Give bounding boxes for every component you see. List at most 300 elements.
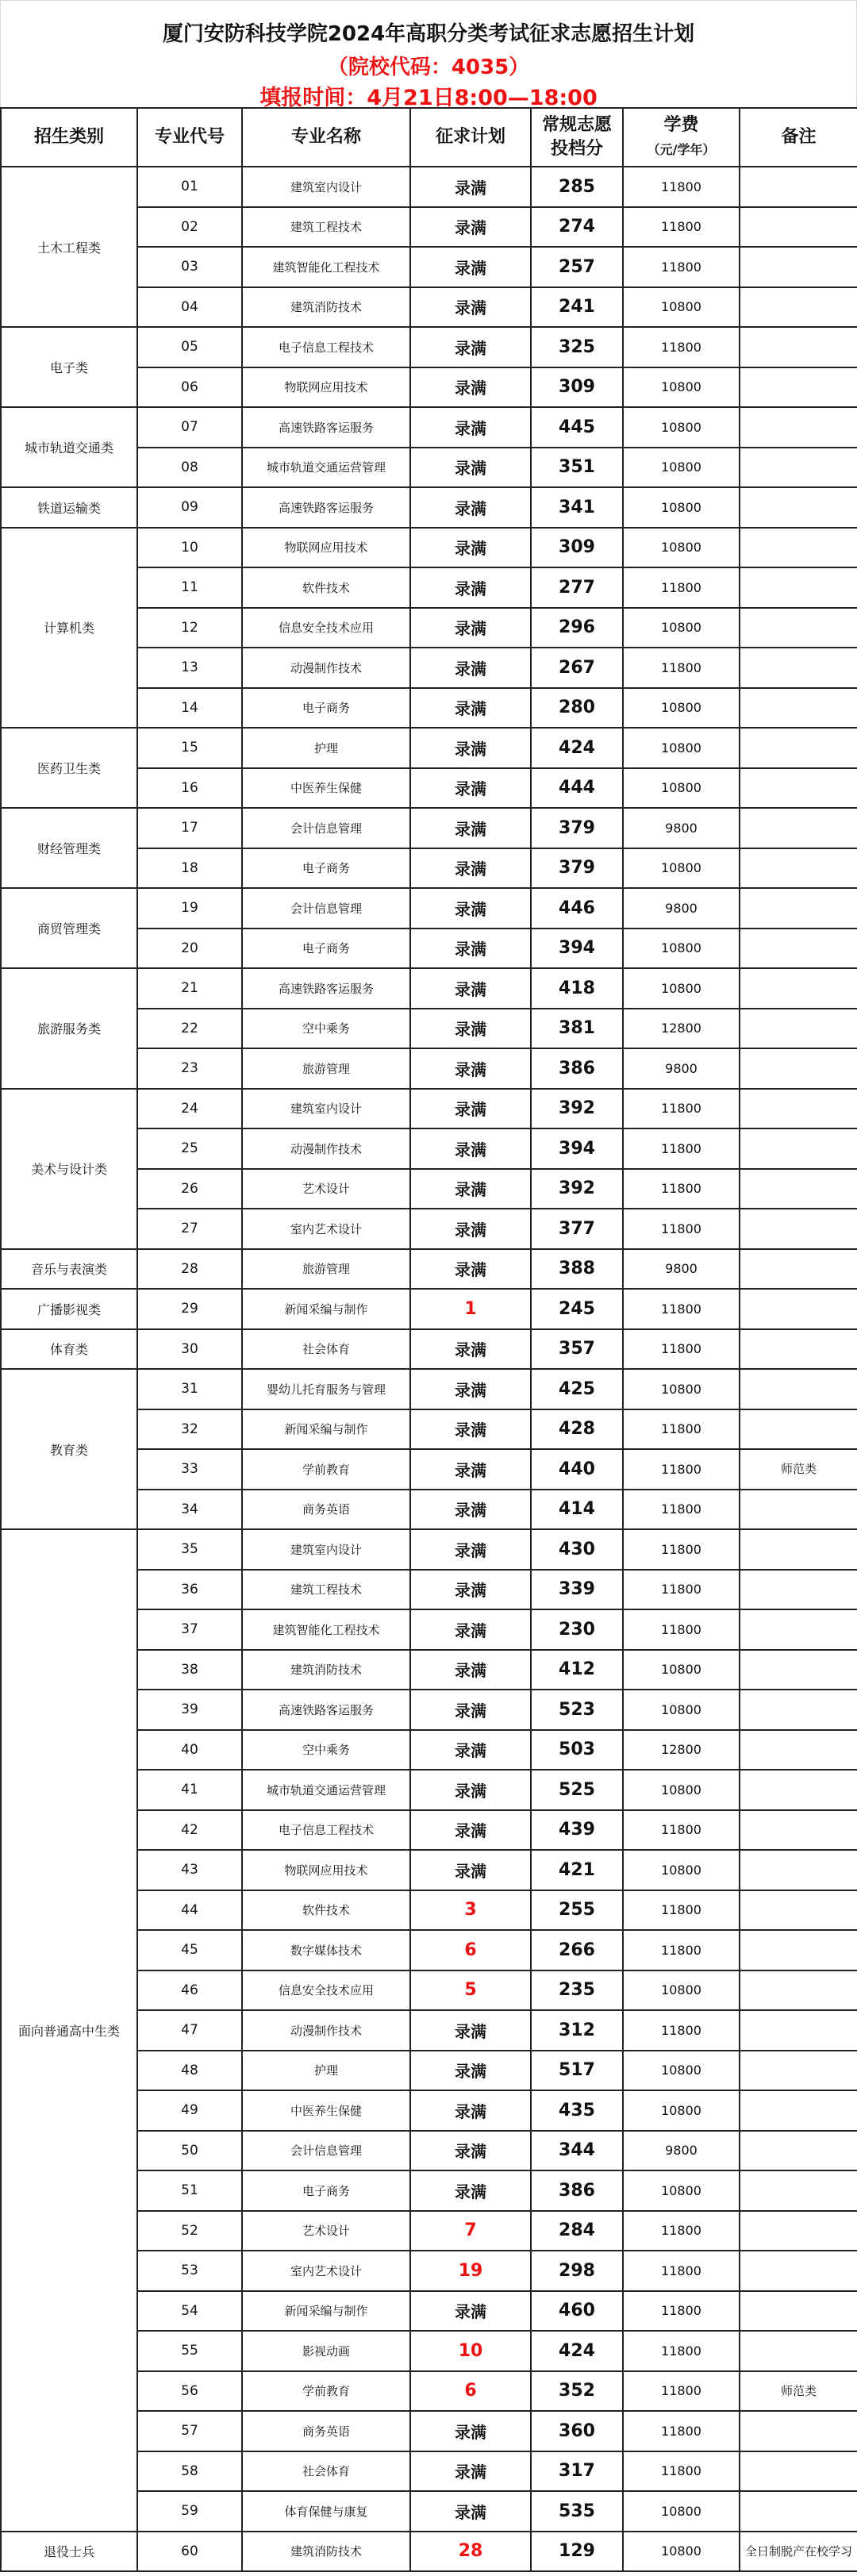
admission-score: 421 bbox=[531, 1850, 623, 1890]
remark bbox=[740, 1529, 857, 1570]
tuition-fee: 11800 bbox=[623, 2451, 740, 2492]
solicit-plan: 7 bbox=[410, 2211, 531, 2251]
remark bbox=[740, 608, 857, 648]
solicit-plan: 录满 bbox=[410, 1690, 531, 1730]
tuition-fee: 9800 bbox=[623, 808, 740, 848]
admission-score: 379 bbox=[531, 808, 623, 848]
admission-score: 439 bbox=[531, 1810, 623, 1851]
remark bbox=[740, 2051, 857, 2091]
solicit-plan: 录满 bbox=[410, 2411, 531, 2451]
major-code: 12 bbox=[137, 608, 242, 648]
admission-score: 379 bbox=[531, 848, 623, 889]
remark bbox=[740, 1730, 857, 1771]
admission-score: 280 bbox=[531, 688, 623, 729]
major-name: 软件技术 bbox=[242, 1890, 410, 1931]
remark bbox=[740, 1770, 857, 1810]
solicit-plan: 录满 bbox=[410, 1369, 531, 1409]
major-name: 商务英语 bbox=[242, 1490, 410, 1530]
admission-score: 230 bbox=[531, 1609, 623, 1650]
major-code: 54 bbox=[137, 2291, 242, 2332]
major-code: 46 bbox=[137, 1970, 242, 2011]
table-row bbox=[1, 2532, 857, 2572]
remark bbox=[740, 1128, 857, 1169]
major-code: 33 bbox=[137, 1449, 242, 1490]
tuition-fee: 10800 bbox=[623, 528, 740, 568]
tuition-fee: 10800 bbox=[623, 367, 740, 408]
major-name: 物联网应用技术 bbox=[242, 528, 410, 568]
fill-time: 填报时间：4月21日8:00—18:00 bbox=[259, 86, 598, 110]
remark bbox=[740, 528, 857, 568]
tuition-fee: 11800 bbox=[623, 1930, 740, 1970]
admission-score: 357 bbox=[531, 1329, 623, 1370]
remark bbox=[740, 1850, 857, 1890]
major-code: 51 bbox=[137, 2170, 242, 2211]
admission-score: 381 bbox=[531, 1009, 623, 1049]
table-row bbox=[1, 1289, 857, 1329]
major-code: 14 bbox=[137, 688, 242, 729]
major-name: 体育保健与康复 bbox=[242, 2491, 410, 2532]
tuition-fee: 11800 bbox=[623, 1890, 740, 1931]
tuition-fee: 10800 bbox=[623, 968, 740, 1009]
admission-score: 277 bbox=[531, 567, 623, 608]
major-name: 高速铁路客运服务 bbox=[242, 1690, 410, 1730]
solicit-plan: 录满 bbox=[410, 1490, 531, 1530]
admission-score: 235 bbox=[531, 1970, 623, 2011]
major-code: 38 bbox=[137, 1650, 242, 1690]
major-name: 会计信息管理 bbox=[242, 888, 410, 929]
solicit-plan: 录满 bbox=[410, 2051, 531, 2091]
major-name: 动漫制作技术 bbox=[242, 648, 410, 688]
tuition-fee: 11800 bbox=[623, 2010, 740, 2051]
admission-score: 446 bbox=[531, 888, 623, 929]
major-name: 新闻采编与制作 bbox=[242, 1409, 410, 1450]
col-header-plan: 征求计划 bbox=[410, 108, 531, 167]
tuition-fee: 12800 bbox=[623, 1730, 740, 1771]
admission-score: 435 bbox=[531, 2090, 623, 2131]
major-name: 影视动画 bbox=[242, 2331, 410, 2371]
category-cell: 商贸管理类 bbox=[1, 888, 137, 968]
major-name: 动漫制作技术 bbox=[242, 2010, 410, 2051]
admission-score: 445 bbox=[531, 407, 623, 448]
major-code: 23 bbox=[137, 1048, 242, 1089]
major-code: 21 bbox=[137, 968, 242, 1009]
solicit-plan: 录满 bbox=[410, 1449, 531, 1490]
major-name: 旅游管理 bbox=[242, 1048, 410, 1089]
tuition-fee: 10800 bbox=[623, 2491, 740, 2532]
admission-score: 525 bbox=[531, 1770, 623, 1810]
remark bbox=[740, 1009, 857, 1049]
remark bbox=[740, 487, 857, 528]
remark bbox=[740, 1570, 857, 1610]
admission-score: 444 bbox=[531, 768, 623, 809]
tuition-fee: 11800 bbox=[623, 1128, 740, 1169]
solicit-plan: 录满 bbox=[410, 1810, 531, 1851]
major-code: 24 bbox=[137, 1089, 242, 1129]
major-name: 建筑工程技术 bbox=[242, 1570, 410, 1610]
admission-score: 351 bbox=[531, 448, 623, 488]
tuition-fee: 10800 bbox=[623, 1650, 740, 1690]
admission-score: 414 bbox=[531, 1490, 623, 1530]
col-header-fee bbox=[623, 108, 740, 167]
solicit-plan: 录满 bbox=[410, 287, 531, 328]
solicit-plan: 录满 bbox=[410, 1770, 531, 1810]
major-name: 会计信息管理 bbox=[242, 808, 410, 848]
col-header-score-line1: 常规志愿 bbox=[541, 115, 612, 135]
major-name: 护理 bbox=[242, 2051, 410, 2091]
major-name: 信息安全技术应用 bbox=[242, 1970, 410, 2011]
admission-score: 392 bbox=[531, 1169, 623, 1209]
remark bbox=[740, 2251, 857, 2291]
tuition-fee: 10800 bbox=[623, 728, 740, 768]
remark bbox=[740, 2211, 857, 2251]
admission-score: 241 bbox=[531, 287, 623, 328]
major-name: 物联网应用技术 bbox=[242, 1850, 410, 1890]
tuition-fee: 10800 bbox=[623, 2532, 740, 2572]
tuition-fee: 10800 bbox=[623, 768, 740, 809]
major-name: 新闻采编与制作 bbox=[242, 2291, 410, 2332]
tuition-fee: 11800 bbox=[623, 2291, 740, 2332]
major-code: 32 bbox=[137, 1409, 242, 1450]
solicit-plan: 录满 bbox=[410, 1409, 531, 1450]
category-cell: 计算机类 bbox=[1, 528, 137, 729]
admission-score: 392 bbox=[531, 1089, 623, 1129]
table-row bbox=[1, 327, 857, 367]
remark bbox=[740, 1490, 857, 1530]
col-header-score-line2: 投档分 bbox=[550, 139, 603, 159]
major-name: 电子信息工程技术 bbox=[242, 327, 410, 367]
major-code: 35 bbox=[137, 1529, 242, 1570]
remark bbox=[740, 1089, 857, 1129]
tuition-fee: 10800 bbox=[623, 1850, 740, 1890]
admission-score: 298 bbox=[531, 2251, 623, 2291]
category-cell: 美术与设计类 bbox=[1, 1089, 137, 1249]
remark bbox=[740, 448, 857, 488]
remark bbox=[740, 808, 857, 848]
major-code: 31 bbox=[137, 1369, 242, 1409]
remark bbox=[740, 1289, 857, 1329]
tuition-fee: 10800 bbox=[623, 608, 740, 648]
remark bbox=[740, 1369, 857, 1409]
major-name: 信息安全技术应用 bbox=[242, 608, 410, 648]
category-cell: 城市轨道交通类 bbox=[1, 407, 137, 487]
admission-score: 245 bbox=[531, 1289, 623, 1329]
solicit-plan: 录满 bbox=[410, 2291, 531, 2332]
enrollment-plan-table bbox=[0, 107, 857, 2572]
remark bbox=[740, 167, 857, 207]
category-cell: 面向普通高中生类 bbox=[1, 1529, 137, 2532]
solicit-plan: 录满 bbox=[410, 808, 531, 848]
remark bbox=[740, 367, 857, 408]
solicit-plan: 录满 bbox=[410, 567, 531, 608]
major-name: 数字媒体技术 bbox=[242, 1930, 410, 1970]
category-cell: 旅游服务类 bbox=[1, 968, 137, 1089]
col-header-note: 备注 bbox=[740, 108, 857, 167]
major-name: 婴幼儿托育服务与管理 bbox=[242, 1369, 410, 1409]
major-name: 动漫制作技术 bbox=[242, 1128, 410, 1169]
tuition-fee: 11800 bbox=[623, 2411, 740, 2451]
solicit-plan: 录满 bbox=[410, 1529, 531, 1570]
major-code: 48 bbox=[137, 2051, 242, 2091]
solicit-plan: 录满 bbox=[410, 1128, 531, 1169]
major-code: 52 bbox=[137, 2211, 242, 2251]
remark bbox=[740, 1209, 857, 1249]
major-name: 城市轨道交通运营管理 bbox=[242, 448, 410, 488]
tuition-fee: 10800 bbox=[623, 929, 740, 969]
tuition-fee: 10800 bbox=[623, 2051, 740, 2091]
admission-score: 284 bbox=[531, 2211, 623, 2251]
tuition-fee: 10800 bbox=[623, 1970, 740, 2011]
major-name: 城市轨道交通运营管理 bbox=[242, 1770, 410, 1810]
category-cell: 铁道运输类 bbox=[1, 487, 137, 528]
solicit-plan: 录满 bbox=[410, 1048, 531, 1089]
major-code: 55 bbox=[137, 2331, 242, 2371]
solicit-plan: 录满 bbox=[410, 1650, 531, 1690]
remark bbox=[740, 1690, 857, 1730]
admission-score: 296 bbox=[531, 608, 623, 648]
major-code: 56 bbox=[137, 2371, 242, 2412]
admission-score: 394 bbox=[531, 929, 623, 969]
admission-score: 274 bbox=[531, 207, 623, 248]
major-name: 建筑室内设计 bbox=[242, 167, 410, 207]
tuition-fee: 11800 bbox=[623, 1289, 740, 1329]
solicit-plan: 录满 bbox=[410, 1730, 531, 1771]
solicit-plan: 录满 bbox=[410, 528, 531, 568]
solicit-plan: 录满 bbox=[410, 2170, 531, 2211]
tuition-fee: 11800 bbox=[623, 327, 740, 367]
admission-score: 344 bbox=[531, 2131, 623, 2171]
tuition-fee: 11800 bbox=[623, 2371, 740, 2412]
major-code: 05 bbox=[137, 327, 242, 367]
remark bbox=[740, 2451, 857, 2492]
solicit-plan: 录满 bbox=[410, 167, 531, 207]
admission-score: 257 bbox=[531, 247, 623, 287]
major-code: 53 bbox=[137, 2251, 242, 2291]
admission-score: 309 bbox=[531, 528, 623, 568]
major-name: 社会体育 bbox=[242, 2451, 410, 2492]
solicit-plan: 录满 bbox=[410, 1089, 531, 1129]
remark bbox=[740, 1048, 857, 1089]
table-row bbox=[1, 1089, 857, 1129]
major-name: 新闻采编与制作 bbox=[242, 1289, 410, 1329]
tuition-fee: 11800 bbox=[623, 167, 740, 207]
solicit-plan: 录满 bbox=[410, 648, 531, 688]
admission-score: 523 bbox=[531, 1690, 623, 1730]
remark bbox=[740, 1329, 857, 1370]
solicit-plan: 1 bbox=[410, 1289, 531, 1329]
major-code: 44 bbox=[137, 1890, 242, 1931]
admission-score: 430 bbox=[531, 1529, 623, 1570]
major-code: 49 bbox=[137, 2090, 242, 2131]
major-name: 物联网应用技术 bbox=[242, 367, 410, 408]
table-row bbox=[1, 728, 857, 768]
major-code: 09 bbox=[137, 487, 242, 528]
major-name: 室内艺术设计 bbox=[242, 2251, 410, 2291]
major-name: 建筑智能化工程技术 bbox=[242, 247, 410, 287]
table-row bbox=[1, 888, 857, 929]
tuition-fee: 10800 bbox=[623, 287, 740, 328]
tuition-fee: 11800 bbox=[623, 2251, 740, 2291]
remark bbox=[740, 2411, 857, 2451]
remark bbox=[740, 327, 857, 367]
tuition-fee: 11800 bbox=[623, 1609, 740, 1650]
major-code: 45 bbox=[137, 1930, 242, 1970]
major-name: 中医养生保健 bbox=[242, 2090, 410, 2131]
major-name: 商务英语 bbox=[242, 2411, 410, 2451]
major-name: 高速铁路客运服务 bbox=[242, 407, 410, 448]
tuition-fee: 10800 bbox=[623, 407, 740, 448]
tuition-fee: 11800 bbox=[623, 567, 740, 608]
major-code: 07 bbox=[137, 407, 242, 448]
solicit-plan: 录满 bbox=[410, 1570, 531, 1610]
major-code: 57 bbox=[137, 2411, 242, 2451]
admission-score: 503 bbox=[531, 1730, 623, 1771]
table-row bbox=[1, 167, 857, 207]
remark bbox=[740, 848, 857, 889]
major-name: 建筑室内设计 bbox=[242, 1529, 410, 1570]
tuition-fee: 11800 bbox=[623, 1409, 740, 1450]
major-name: 社会体育 bbox=[242, 1329, 410, 1370]
solicit-plan: 录满 bbox=[410, 1209, 531, 1249]
solicit-plan: 录满 bbox=[410, 888, 531, 929]
solicit-plan: 录满 bbox=[410, 487, 531, 528]
major-name: 建筑消防技术 bbox=[242, 287, 410, 328]
remark: 师范类 bbox=[740, 2371, 857, 2412]
remark bbox=[740, 2010, 857, 2051]
major-code: 08 bbox=[137, 448, 242, 488]
admission-score: 266 bbox=[531, 1930, 623, 1970]
admission-score: 312 bbox=[531, 2010, 623, 2051]
solicit-plan: 录满 bbox=[410, 968, 531, 1009]
major-name: 电子商务 bbox=[242, 2170, 410, 2211]
remark bbox=[740, 888, 857, 929]
major-code: 03 bbox=[137, 247, 242, 287]
col-header-fee-line1: 学费 bbox=[663, 114, 699, 135]
major-code: 18 bbox=[137, 848, 242, 889]
tuition-fee: 11800 bbox=[623, 247, 740, 287]
col-header-fee-line2: （元/学年） bbox=[647, 141, 716, 157]
tuition-fee: 11800 bbox=[623, 1329, 740, 1370]
admission-score: 386 bbox=[531, 1048, 623, 1089]
major-name: 建筑室内设计 bbox=[242, 1089, 410, 1129]
tuition-fee: 10800 bbox=[623, 688, 740, 729]
remark bbox=[740, 287, 857, 328]
major-name: 电子信息工程技术 bbox=[242, 1810, 410, 1851]
category-cell: 医药卫生类 bbox=[1, 728, 137, 808]
page-title: 厦门安防科技学院2024年高职分类考试征求志愿招生计划 bbox=[162, 22, 695, 46]
col-header-code: 专业代号 bbox=[137, 108, 242, 167]
solicit-plan: 录满 bbox=[410, 1329, 531, 1370]
major-name: 建筑智能化工程技术 bbox=[242, 1609, 410, 1650]
solicit-plan: 10 bbox=[410, 2331, 531, 2371]
solicit-plan: 录满 bbox=[410, 728, 531, 768]
major-code: 19 bbox=[137, 888, 242, 929]
solicit-plan: 6 bbox=[410, 1930, 531, 1970]
solicit-plan: 录满 bbox=[410, 207, 531, 248]
major-code: 58 bbox=[137, 2451, 242, 2492]
admission-score: 317 bbox=[531, 2451, 623, 2492]
major-code: 43 bbox=[137, 1850, 242, 1890]
major-name: 建筑消防技术 bbox=[242, 2532, 410, 2572]
tuition-fee: 11800 bbox=[623, 2331, 740, 2371]
table-row bbox=[1, 407, 857, 448]
major-name: 空中乘务 bbox=[242, 1730, 410, 1771]
remark bbox=[740, 2090, 857, 2131]
admission-score: 267 bbox=[531, 648, 623, 688]
major-name: 建筑消防技术 bbox=[242, 1650, 410, 1690]
major-code: 22 bbox=[137, 1009, 242, 1049]
major-code: 39 bbox=[137, 1690, 242, 1730]
table-row bbox=[1, 528, 857, 568]
remark bbox=[740, 1970, 857, 2011]
remark bbox=[740, 2170, 857, 2211]
major-code: 06 bbox=[137, 367, 242, 408]
admission-score: 517 bbox=[531, 2051, 623, 2091]
major-name: 高速铁路客运服务 bbox=[242, 487, 410, 528]
remark bbox=[740, 1810, 857, 1851]
admission-score: 460 bbox=[531, 2291, 623, 2332]
major-code: 26 bbox=[137, 1169, 242, 1209]
admission-score: 418 bbox=[531, 968, 623, 1009]
major-code: 04 bbox=[137, 287, 242, 328]
category-cell: 音乐与表演类 bbox=[1, 1249, 137, 1290]
admission-score: 535 bbox=[531, 2491, 623, 2532]
admission-score: 129 bbox=[531, 2532, 623, 2572]
admission-score: 386 bbox=[531, 2170, 623, 2211]
admission-score: 285 bbox=[531, 167, 623, 207]
admission-score: 352 bbox=[531, 2371, 623, 2412]
tuition-fee: 10800 bbox=[623, 848, 740, 889]
major-code: 15 bbox=[137, 728, 242, 768]
remark bbox=[740, 247, 857, 287]
solicit-plan: 录满 bbox=[410, 1009, 531, 1049]
major-name: 电子商务 bbox=[242, 848, 410, 889]
remark bbox=[740, 207, 857, 248]
major-code: 10 bbox=[137, 528, 242, 568]
table-row bbox=[1, 1329, 857, 1370]
major-code: 27 bbox=[137, 1209, 242, 1249]
solicit-plan: 录满 bbox=[410, 1169, 531, 1209]
solicit-plan: 录满 bbox=[410, 848, 531, 889]
remark: 全日制脱产在校学习 bbox=[740, 2532, 857, 2572]
tuition-fee: 10800 bbox=[623, 448, 740, 488]
tuition-fee: 10800 bbox=[623, 487, 740, 528]
major-name: 软件技术 bbox=[242, 567, 410, 608]
major-name: 电子商务 bbox=[242, 929, 410, 969]
tuition-fee: 9800 bbox=[623, 1249, 740, 1290]
remark bbox=[740, 407, 857, 448]
major-code: 28 bbox=[137, 1249, 242, 1290]
school-code: （院校代码：4035） bbox=[327, 56, 530, 79]
solicit-plan: 录满 bbox=[410, 407, 531, 448]
tuition-fee: 10800 bbox=[623, 1369, 740, 1409]
tuition-fee: 11800 bbox=[623, 2211, 740, 2251]
major-code: 36 bbox=[137, 1570, 242, 1610]
major-name: 护理 bbox=[242, 728, 410, 768]
major-name: 建筑工程技术 bbox=[242, 207, 410, 248]
tuition-fee: 9800 bbox=[623, 888, 740, 929]
remark: 师范类 bbox=[740, 1449, 857, 1490]
major-code: 47 bbox=[137, 2010, 242, 2051]
remark bbox=[740, 1650, 857, 1690]
solicit-plan: 5 bbox=[410, 1970, 531, 2011]
admission-score: 309 bbox=[531, 367, 623, 408]
major-name: 艺术设计 bbox=[242, 1169, 410, 1209]
tuition-fee: 11800 bbox=[623, 1810, 740, 1851]
solicit-plan: 录满 bbox=[410, 768, 531, 809]
major-name: 学前教育 bbox=[242, 1449, 410, 1490]
solicit-plan: 录满 bbox=[410, 2131, 531, 2171]
tuition-fee: 11800 bbox=[623, 207, 740, 248]
